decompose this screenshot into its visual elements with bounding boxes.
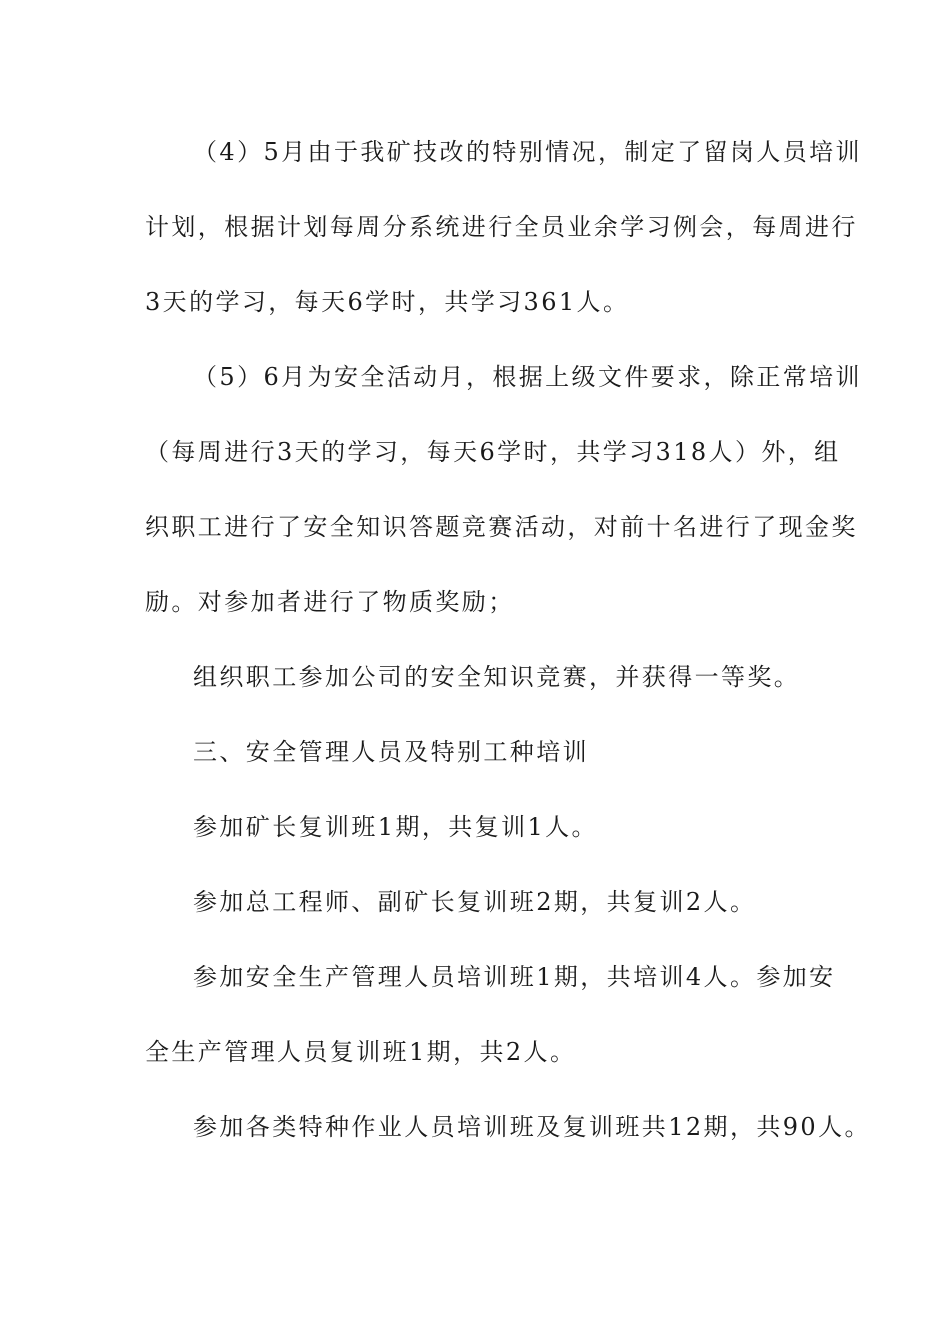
paragraph-safety-managers-line-1: 参加安全生产管理人员培训班1期，共培训4人。参加安	[193, 963, 836, 991]
paragraph-5-line-3: 织职工进行了安全知识答题竞赛活动，对前十名进行了现金奖	[145, 513, 858, 541]
paragraph-special-operations: 参加各类特种作业人员培训班及复训班共12期，共90人。	[193, 1113, 871, 1141]
paragraph-4-line-2: 计划，根据计划每周分系统进行全员业余学习例会，每周进行	[145, 213, 858, 241]
paragraph-4-line-3: 3天的学习，每天6学时，共学习361人。	[145, 288, 630, 316]
section-heading-3: 三、安全管理人员及特别工种培训	[193, 738, 589, 766]
paragraph-5-line-2: （每周进行3天的学习，每天6学时，共学习318人）外，组	[145, 438, 841, 466]
paragraph-4-line-1: （4）5月由于我矿技改的特别情况，制定了留岗人员培训	[193, 138, 862, 166]
paragraph-5-line-4: 励。对参加者进行了物质奖励；	[145, 588, 515, 616]
paragraph-safety-managers-line-2: 全生产管理人员复训班1期，共2人。	[145, 1038, 577, 1066]
paragraph-5-line-1: （5）6月为安全活动月，根据上级文件要求，除正常培训	[193, 363, 862, 391]
paragraph-competition: 组织职工参加公司的安全知识竞赛，并获得一等奖。	[193, 663, 801, 691]
paragraph-chief-engineer: 参加总工程师、副矿长复训班2期，共复训2人。	[193, 888, 757, 916]
paragraph-mine-director: 参加矿长复训班1期，共复训1人。	[193, 813, 598, 841]
